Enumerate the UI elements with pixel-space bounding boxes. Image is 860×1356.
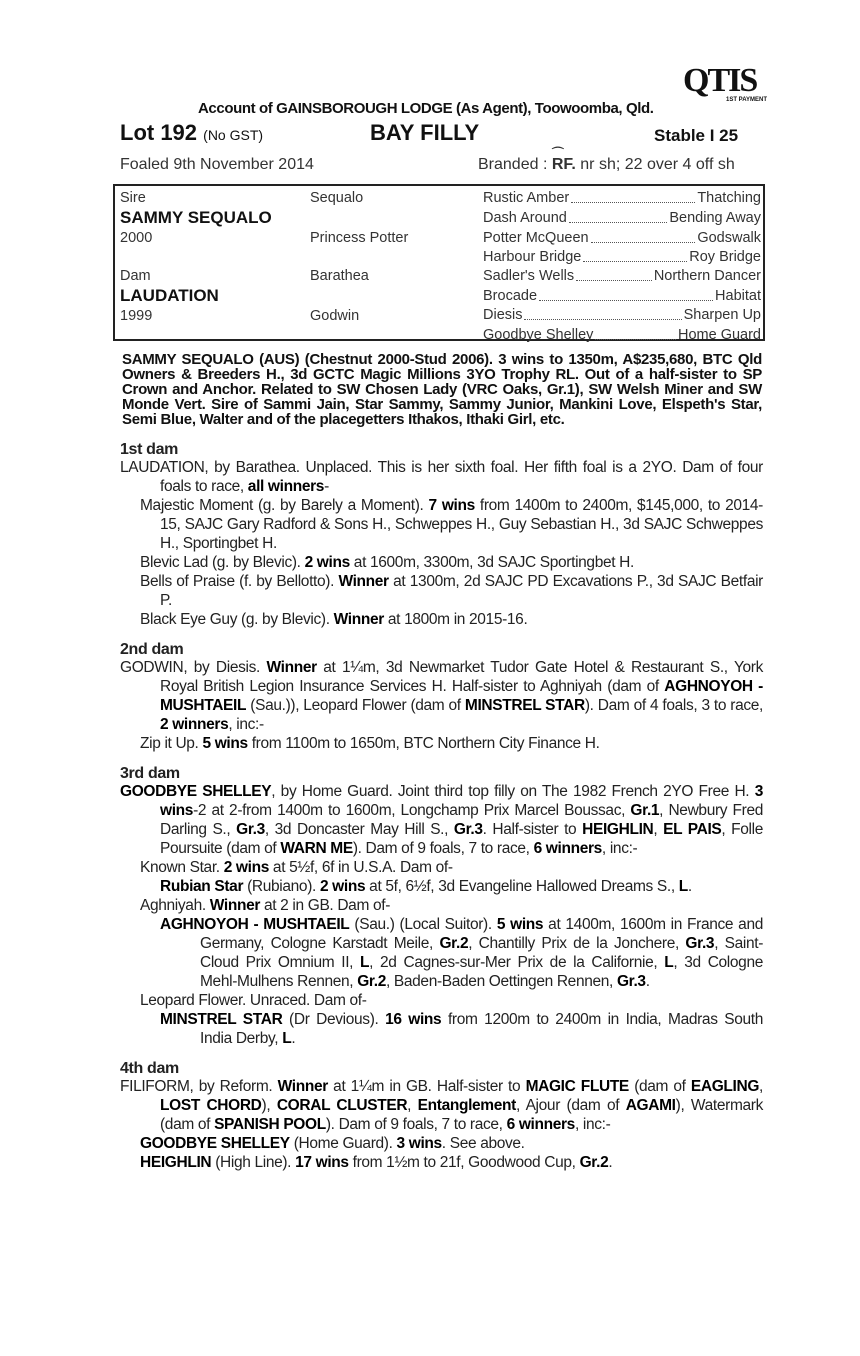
bold-text: AGHNOYOH - MUSHTAEIL [160, 678, 763, 714]
section-heading: 2nd dam [120, 641, 184, 658]
bold-text: AGAMI [625, 1097, 676, 1114]
bold-text: MINSTREL STAR [464, 697, 585, 714]
bold-text: GOODBYE SHELLEY [140, 1135, 290, 1152]
text: , Chantilly Prix de la Jonchere, [468, 935, 686, 952]
pedigree-entry [120, 496, 763, 553]
bold-text: Gr.3 [453, 821, 483, 838]
vendor-account: Account of GAINSBOROUGH LODGE (As Agent), Toowoomba, Qld. [198, 100, 654, 117]
text: , [759, 1078, 764, 1095]
text: from 1½m to 21f, Goodwood Cup, [348, 1154, 580, 1171]
pedigree-entry [120, 553, 763, 572]
pedigree-entry [120, 610, 763, 629]
text: at 1¼m, 3d Newmarket Tudor Gate Hotel & Restaurant S., York Royal British Legion Insurance Services H. Half-sister to Aghniyah (dam of [160, 659, 763, 695]
pedigree-entry [120, 572, 763, 610]
third-generation-row [483, 288, 761, 305]
bold-text: Gr.3 [236, 821, 265, 838]
leader-dots [569, 210, 668, 223]
ancestor-sire: Thatching [697, 190, 761, 206]
bold-text: Winner [338, 573, 389, 590]
text: from 1400m to 2400m, $145,000, to 2014-15, SAJC Gary Radford & Sons H., Schweppes H., Guy Sebastian H., 3d SAJC Schweppes H., Sportingbet H. [160, 497, 763, 552]
dam-year: 1999 [120, 308, 153, 324]
granddam: Princess Potter [310, 230, 409, 246]
text: Majestic Moment (g. by Barely a Moment). [140, 497, 429, 514]
qtis-logo-subtitle: 1ST PAYMENT [726, 97, 768, 103]
dam-sire: Barathea [310, 268, 369, 284]
text: ). Dam of 9 foals, 7 to race, [325, 1116, 507, 1133]
bold-text: 7 wins [428, 497, 475, 514]
text: (dam of [628, 1078, 691, 1095]
text: (Home Guard). [289, 1135, 397, 1152]
bold-text: L [282, 1030, 292, 1047]
text: . Half-sister to [482, 821, 583, 838]
ancestor-name: Dash Around [483, 210, 567, 226]
text: , inc:- [574, 1116, 611, 1133]
text: Black Eye Guy (g. by Blevic). [140, 611, 334, 628]
pedigree-entry [120, 896, 763, 915]
foaled-date: Foaled 9th November 2014 [120, 156, 314, 173]
bold-text: 5 wins [496, 916, 544, 933]
text: (Dr Devious). [282, 1011, 386, 1028]
text: -2 at 2-from 1400m to 1600m, Longchamp Prix Marcel Boussac, [193, 802, 631, 819]
text: (High Line). [211, 1154, 296, 1171]
bold-text: 3 wins [160, 783, 763, 819]
ancestor-name: Rustic Amber [483, 190, 570, 206]
bold-text: Winner [209, 897, 261, 914]
brand-info [478, 155, 735, 174]
text: . [645, 973, 650, 990]
bold-text: L [678, 878, 688, 895]
bold-text: 17 wins [295, 1154, 349, 1171]
bold-text: L [360, 954, 370, 971]
text: Zip it Up. [140, 735, 203, 752]
qtis-logo: QTIS [683, 62, 757, 99]
bold-text: 2 wins [223, 859, 269, 876]
pedigree-entry [120, 858, 763, 877]
brand-mark: ⌒ RF. [552, 156, 576, 173]
dam-dam: Godwin [310, 308, 360, 324]
section-heading: 3rd dam [120, 765, 180, 782]
brand-suffix: nr sh; 22 over 4 off sh [575, 156, 735, 173]
ancestor-name: Goodbye Shelley [483, 327, 594, 343]
ancestor-sire: Northern Dancer [653, 268, 761, 284]
third-generation-row [483, 268, 761, 285]
bold-text: Winner [333, 611, 384, 628]
text: . [291, 1030, 296, 1047]
third-generation-row [483, 307, 761, 324]
text: Known Star. [140, 859, 224, 876]
bold-text: Winner [277, 1078, 328, 1095]
bold-text: HEIGHLIN [582, 821, 654, 838]
bold-text: Gr.3 [616, 973, 646, 990]
bold-text: Gr.2 [439, 935, 469, 952]
pedigree-entry [120, 458, 763, 496]
lot-number [120, 120, 263, 148]
text: ). Dam of 9 foals, 7 to race, [352, 840, 534, 857]
third-generation-row [483, 230, 761, 247]
text: , inc:- [601, 840, 638, 857]
text: Aghniyah. [140, 897, 210, 914]
text: , by Home Guard. Joint third top filly on The 1982 French 2YO Free H. [271, 783, 755, 800]
pedigree-entry [120, 877, 763, 896]
pedigree-entry [120, 782, 763, 858]
bold-text: 2 winners [160, 716, 229, 733]
bold-text: 16 wins [385, 1011, 442, 1028]
text: . [687, 878, 692, 895]
pedigree-entry [120, 915, 763, 991]
bold-text: 5 wins [202, 735, 248, 752]
text: - [324, 478, 329, 495]
grandsire: Sequalo [310, 190, 364, 206]
bold-text: all winners [247, 478, 325, 495]
sire-summary: SAMMY SEQUALO (AUS) (Chestnut 2000-Stud 2006). 3 wins to 1350m, A$235,680, BTC Qld Owners & Breeders H., 3d GCTC Magic Millions 3YO Trophy RL. Out of a half-sister to SP Crown and Anchor. Related to SW Chosen Lady (VRC Oaks, Gr.1), SW Welsh Miner and SW Monde Vert. Sire of Sammi Jain, Star Sammy, Sammy Junior, Mankini Love, Elspeth's Star, Semi Blue, Walter and of the placegetters Ithakos, Ithaki Girl, etc. [122, 351, 762, 428]
section-heading: 1st dam [120, 441, 179, 458]
bold-text: Gr.2 [357, 973, 386, 990]
bold-text: 2 wins [304, 554, 350, 571]
text: . See above. [441, 1135, 525, 1152]
ancestor-sire: Roy Bridge [689, 249, 761, 265]
pedigree-entry [120, 1134, 763, 1153]
ancestor-sire: Home Guard [677, 327, 761, 343]
bold-text: Rubian Star [160, 878, 244, 895]
sire-name: SAMMY SEQUALO [120, 208, 272, 227]
lot-label: Lot 192 [120, 120, 198, 145]
pedigree-entry [120, 1077, 763, 1134]
bold-text: LOST CHORD [160, 1097, 262, 1114]
third-generation-row [483, 327, 761, 344]
leader-dots [583, 249, 687, 262]
text: Blevic Lad (g. by Blevic). [140, 554, 305, 571]
bold-text: Entanglement [417, 1097, 516, 1114]
text: from 1200m to 2400m in India, Madras South India Derby, [200, 1011, 763, 1047]
text: (Sau.)), Leopard Flower (dam of [246, 697, 465, 714]
text: from 1100m to 1650m, BTC Northern City Finance H. [247, 735, 600, 752]
bold-text: MINSTREL STAR [160, 1011, 283, 1028]
text: (Rubiano). [243, 878, 320, 895]
leader-dots [576, 268, 652, 281]
text: ), Watermark (dam of [160, 1097, 763, 1133]
bold-text: Gr.2 [579, 1154, 609, 1171]
text: ). Dam of 4 foals, 3 to race, [584, 697, 763, 714]
bold-text: 6 winners [533, 840, 602, 857]
text: at 1300m, 2d SAJC PD Excavations P., 3d SAJC Betfair P. [160, 573, 763, 609]
bold-text: HEIGHLIN [140, 1154, 212, 1171]
pedigree-entry [120, 734, 763, 753]
bold-text: CORAL CLUSTER [276, 1097, 408, 1114]
ancestor-sire: Sharpen Up [683, 307, 761, 323]
dam-label: Dam [120, 268, 151, 284]
text: , 2d Cagnes-sur-Mer Prix de la Californie, [369, 954, 665, 971]
ancestor-name: Harbour Bridge [483, 249, 582, 265]
leader-dots [539, 288, 713, 301]
ancestor-name: Potter McQueen [483, 230, 589, 246]
text: at 2 in GB. Dam of- [260, 897, 391, 914]
leader-dots [524, 307, 681, 320]
sire-year: 2000 [120, 230, 153, 246]
bold-text: L [664, 954, 674, 971]
pedigree-entry [120, 1153, 763, 1172]
bold-text: MAGIC FLUTE [525, 1078, 629, 1095]
text: , Ajour (dam of [515, 1097, 626, 1114]
dam-name: LAUDATION [120, 286, 219, 305]
ancestor-name: Diesis [483, 307, 523, 323]
ancestor-sire: Bending Away [669, 210, 761, 226]
leader-dots [571, 190, 695, 203]
text: at 5f, 6½f, 3d Evangeline Hallowed Dreams S., [365, 878, 679, 895]
bold-text: Gr.3 [685, 935, 715, 952]
horse-sex: BAY FILLY [370, 120, 480, 145]
section-heading: 4th dam [120, 1060, 179, 1077]
text: , [407, 1097, 418, 1114]
dam-lines [120, 441, 763, 1192]
pedigree-entry [120, 658, 763, 734]
text: ), [261, 1097, 277, 1114]
bold-text: 3 wins [396, 1135, 442, 1152]
ancestor-sire: Habitat [715, 288, 761, 304]
text: FILIFORM, by Reform. [120, 1078, 278, 1095]
gst-note: (No GST) [203, 127, 264, 143]
text: Leopard Flower. Unraced. Dam of- [140, 992, 367, 1009]
leader-dots [595, 327, 676, 340]
bold-text: Gr.1 [630, 802, 660, 819]
bold-text: Winner [266, 659, 317, 676]
ancestor-name: Sadler's Wells [483, 268, 575, 284]
bold-text: GOODBYE SHELLEY [120, 783, 272, 800]
text: , Newbury Fred Darling S., [160, 802, 763, 838]
bold-text: AGHNOYOH - MUSHTAEIL [160, 916, 350, 933]
brand-prefix: Branded : [478, 156, 552, 173]
text: GODWIN, by Diesis. [120, 659, 267, 676]
pedigree-table [113, 184, 765, 341]
text: , 3d Doncaster May Hill S., [264, 821, 454, 838]
text: , Baden-Baden Oettingen Rennen, [385, 973, 617, 990]
pedigree-entry [120, 991, 763, 1010]
bold-text: 6 winners [506, 1116, 575, 1133]
stable-number: Stable I 25 [654, 126, 739, 145]
text: at 1600m, 3300m, 3d SAJC Sportingbet H. [349, 554, 634, 571]
text: , Folle Poursuite (dam of [160, 821, 763, 857]
bold-text: WARN ME [280, 840, 353, 857]
bold-text: EL PAIS [663, 821, 722, 838]
third-generation-row [483, 210, 761, 227]
text: at 1400m, 1600m in France and Germany, Cologne Karstadt Meile, [200, 916, 763, 952]
text: , Saint-Cloud Prix Omnium II, [200, 935, 764, 971]
bold-text: EAGLING [690, 1078, 760, 1095]
ancestor-name: Brocade [483, 288, 538, 304]
text: , 3d Cologne Mehl-Mulhens Rennen, [200, 954, 763, 990]
bold-text: SPANISH POOL [214, 1116, 326, 1133]
text: at 1¼m in GB. Half-sister to [327, 1078, 526, 1095]
pedigree-entry [120, 1010, 763, 1048]
leader-dots [591, 230, 696, 243]
bold-text: 2 wins [319, 878, 366, 895]
sire-label: Sire [120, 190, 146, 206]
text: . [608, 1154, 613, 1171]
third-generation-row [483, 190, 761, 207]
text: at 1800m in 2015-16. [383, 611, 528, 628]
ancestor-sire: Godswalk [697, 230, 761, 246]
catalogue-text [120, 352, 763, 1192]
third-generation-row [483, 249, 761, 266]
text: Bells of Praise (f. by Bellotto). [140, 573, 339, 590]
text: (Sau.) (Local Suitor). [349, 916, 497, 933]
text: , [653, 821, 664, 838]
text: LAUDATION, by Barathea. Unplaced. This is her sixth foal. Her fifth foal is a 2YO. Dam of four foals to race, [120, 459, 763, 495]
text: , inc:- [228, 716, 264, 733]
text: at 5½f, 6f in U.S.A. Dam of- [268, 859, 453, 876]
